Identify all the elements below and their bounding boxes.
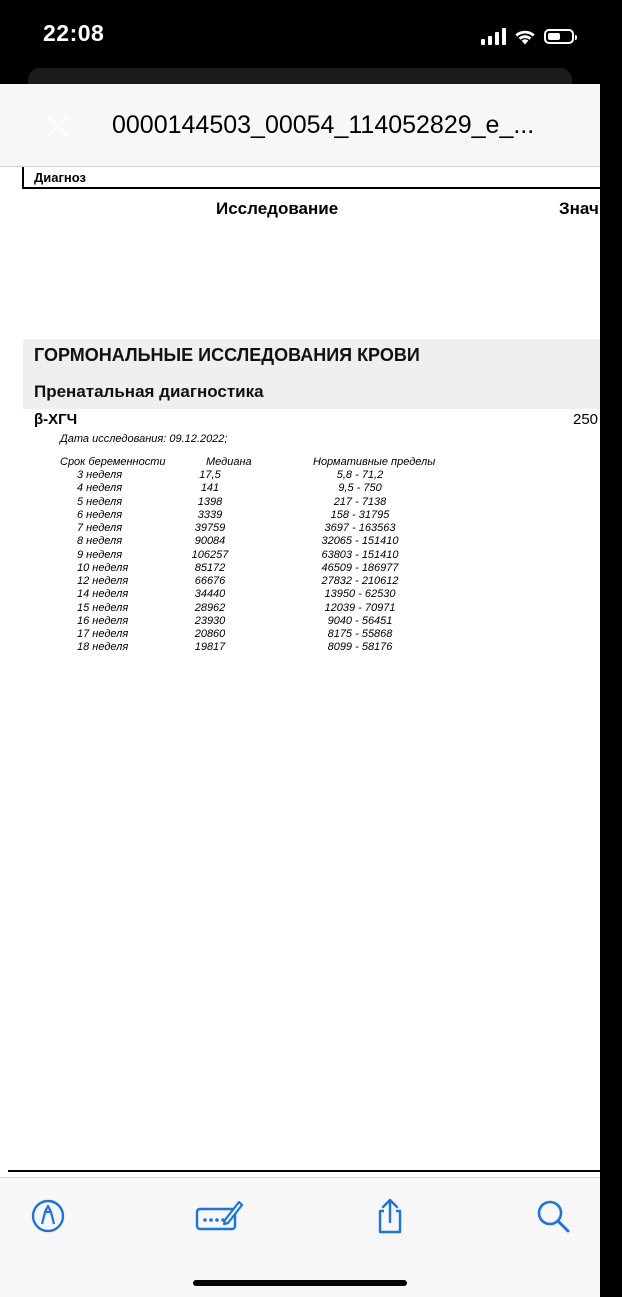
median-cell: 141 (200, 482, 220, 495)
median-cell: 90084 (194, 535, 226, 548)
term-cell: 6 неделя (77, 508, 123, 521)
range-cell: 9040 - 56451 (327, 614, 393, 627)
search-icon[interactable] (533, 1196, 573, 1236)
median-cell: 39759 (194, 522, 226, 534)
median-cell: 34440 (194, 588, 226, 601)
median-cell: 20860 (194, 628, 226, 640)
footer-divider (8, 1170, 600, 1172)
range-cell: 46509 - 186977 (321, 561, 399, 574)
subsection-title: Пренатальная диагностика (34, 382, 264, 401)
column-header-study: Исследование (216, 199, 339, 218)
term-cell: 7 неделя (77, 522, 123, 534)
median-cell: 17,5 (199, 469, 221, 481)
range-cell: 8175 - 55868 (327, 628, 393, 640)
section-title: ГОРМОНАЛЬНЫЕ ИССЛЕДОВАНИЯ КРОВИ (34, 345, 420, 365)
term-cell: 9 неделя (77, 548, 123, 561)
range-cell: 32065 - 151410 (321, 535, 399, 548)
median-cell: 28962 (194, 601, 226, 614)
term-cell: 14 неделя (77, 588, 129, 601)
term-cell: 15 неделя (77, 601, 129, 614)
status-icons (481, 24, 574, 48)
range-cell: 27832 - 210612 (321, 575, 399, 587)
diagnosis-row (22, 167, 622, 189)
header-range: Нормативные пределы (313, 456, 436, 468)
term-cell: 12 неделя (77, 575, 129, 587)
term-cell: 4 неделя (77, 482, 123, 495)
term-cell: 5 неделя (77, 495, 123, 508)
nav-bar (0, 84, 600, 167)
median-cell: 85172 (194, 561, 226, 574)
range-cell: 13950 - 62530 (324, 588, 396, 601)
close-icon[interactable] (42, 110, 74, 142)
wifi-icon (514, 28, 536, 45)
status-bar (0, 0, 600, 70)
signature-icon[interactable] (195, 1196, 243, 1236)
status-time: 22:08 (43, 20, 105, 46)
range-cell: 158 - 31795 (330, 508, 390, 521)
header-median: Медиана (206, 456, 252, 468)
test-value: 250 (573, 411, 599, 428)
home-indicator[interactable] (193, 1280, 407, 1286)
battery-icon (544, 29, 574, 44)
median-cell: 106257 (191, 548, 229, 561)
range-cell: 9,5 - 750 (338, 482, 382, 495)
study-date: Дата исследования: 09.12.2022; (60, 433, 228, 445)
term-cell: 10 неделя (77, 561, 129, 574)
range-cell: 8099 - 58176 (327, 641, 393, 654)
cellular-signal-icon (481, 27, 506, 45)
test-name: β-ХГЧ (34, 411, 78, 428)
range-cell: 63803 - 151410 (321, 548, 399, 561)
term-cell: 17 неделя (77, 628, 129, 640)
term-cell: 16 неделя (77, 614, 129, 627)
pdf-page (0, 167, 600, 1177)
header-term: Срок беременности (60, 456, 166, 468)
document-sheet (0, 84, 600, 1297)
section-band (23, 339, 600, 409)
term-cell: 3 неделя (77, 469, 123, 481)
share-icon[interactable] (370, 1196, 410, 1236)
range-cell: 217 - 7138 (333, 495, 387, 508)
markup-pen-icon[interactable] (28, 1196, 68, 1236)
range-cell: 3697 - 163563 (324, 522, 396, 534)
median-cell: 1398 (197, 495, 223, 508)
document-title: 0000144503_00054_114052829_e_... (112, 111, 535, 139)
median-cell: 66676 (194, 575, 226, 587)
term-cell: 18 неделя (77, 641, 129, 654)
term-cell: 8 неделя (77, 535, 123, 548)
median-cell: 19817 (194, 641, 226, 654)
bottom-toolbar (0, 1177, 600, 1297)
diagnosis-label: Диагноз (34, 170, 86, 185)
column-header-value: Знач (559, 199, 599, 218)
median-cell: 23930 (194, 614, 226, 627)
range-cell: 12039 - 70971 (324, 601, 396, 614)
median-cell: 3339 (197, 508, 223, 521)
range-cell: 5,8 - 71,2 (336, 469, 384, 481)
